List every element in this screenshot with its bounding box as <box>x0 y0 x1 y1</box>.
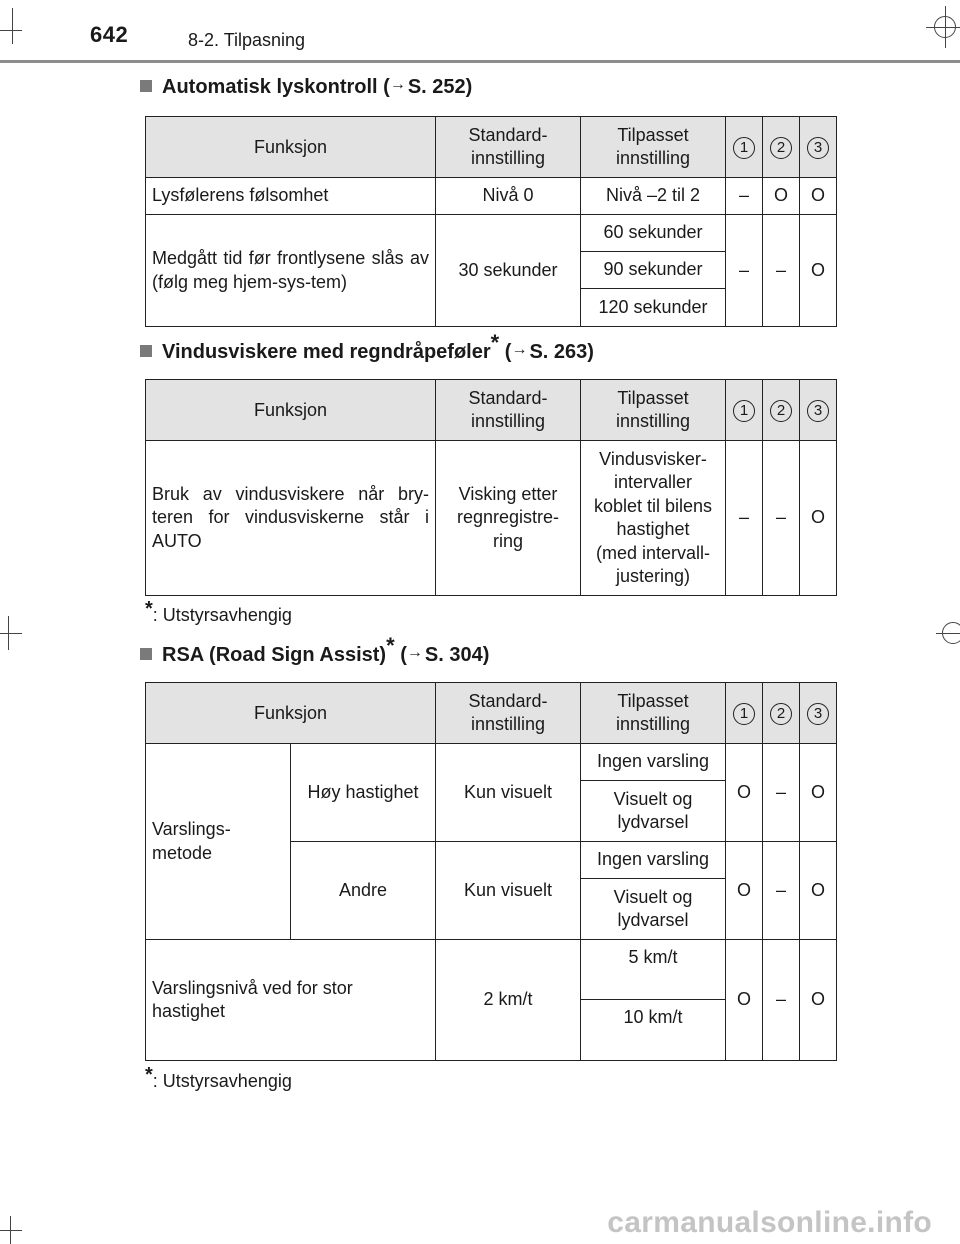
default-cell: 2 km/t <box>436 940 581 1061</box>
crop-mark <box>10 1216 11 1244</box>
header-rule <box>0 60 960 63</box>
default-cell: Kun visuelt <box>436 744 581 842</box>
footnote <box>145 598 292 627</box>
option-2-cell: – <box>763 940 800 1061</box>
column-header-default: Standard- innstilling <box>436 683 581 744</box>
section-heading-wipers <box>140 330 594 364</box>
section-title: 8-2. Tilpasning <box>188 30 306 50</box>
circled-number-1-icon: 1 <box>733 703 755 725</box>
crop-mark <box>8 616 9 650</box>
crop-mark <box>12 8 13 44</box>
custom-cell: Visuelt og lydvarsel <box>581 879 726 940</box>
heading-text: Vindusviskere med regndråpeføler <box>162 341 491 363</box>
option-3-cell: O <box>800 178 837 215</box>
option-3-cell: O <box>800 744 837 842</box>
circled-number-1-icon: 1 <box>733 137 755 159</box>
settings-table-lights <box>145 116 837 327</box>
heading-text: Automatisk lyskontroll ( <box>162 76 390 98</box>
function-cell: Medgått tid før frontlysene slås av (følg meg hjem-sys-tem) <box>146 215 436 327</box>
crop-mark <box>936 633 960 634</box>
function-cell: Varslings- metode <box>146 744 291 940</box>
circled-number-2-icon: 2 <box>770 137 792 159</box>
circled-number-1-icon: 1 <box>733 400 755 422</box>
column-header-3 <box>800 380 837 441</box>
footnote-text: : Utstyrsavhengig <box>152 605 292 625</box>
column-header-default: Standard- innstilling <box>436 380 581 441</box>
column-header-1 <box>726 380 763 441</box>
option-1-cell: – <box>726 178 763 215</box>
option-3-cell: O <box>800 441 837 596</box>
function-cell: Bruk av vindusviskere når bry-teren for vindusviskerne står i AUTO <box>146 441 436 596</box>
option-1-cell: – <box>726 441 763 596</box>
column-header-custom: Tilpasset innstilling <box>581 683 726 744</box>
column-header-2 <box>763 380 800 441</box>
default-cell: Nivå 0 <box>436 178 581 215</box>
custom-cell: 10 km/t <box>581 1000 726 1061</box>
option-2-cell: – <box>763 744 800 842</box>
option-1-cell: O <box>726 940 763 1061</box>
footnote-star: * <box>145 598 153 620</box>
settings-table-rsa <box>145 682 837 1061</box>
crop-mark <box>0 1230 22 1231</box>
option-2-cell: – <box>763 842 800 940</box>
column-header-3 <box>800 117 837 178</box>
custom-cell: 90 sekunder <box>581 252 726 289</box>
page-number: 642 <box>90 22 129 47</box>
default-cell: 30 sekunder <box>436 215 581 327</box>
circled-number-3-icon: 3 <box>807 703 829 725</box>
page-reference: S. 304) <box>424 644 490 666</box>
heading-bullet-icon <box>140 648 152 660</box>
heading-bullet-icon <box>140 345 152 357</box>
circled-number-3-icon: 3 <box>807 137 829 159</box>
crop-mark <box>926 27 960 28</box>
column-header-custom: Tilpasset innstilling <box>581 117 726 178</box>
column-header-function: Funksjon <box>146 683 436 744</box>
option-3-cell: O <box>800 215 837 327</box>
custom-cell: Ingen varsling <box>581 744 726 781</box>
option-2-cell: O <box>763 178 800 215</box>
option-1-cell: O <box>726 744 763 842</box>
custom-cell: 120 sekunder <box>581 289 726 327</box>
arrow-right-icon: → <box>389 76 406 93</box>
column-header-custom: Tilpasset innstilling <box>581 380 726 441</box>
circled-number-2-icon: 2 <box>770 703 792 725</box>
section-heading-lights <box>140 76 472 99</box>
column-header-1 <box>726 683 763 744</box>
arrow-right-icon: → <box>406 644 423 661</box>
table-row <box>146 178 837 215</box>
heading-text: RSA (Road Sign Assist) <box>162 644 387 666</box>
footnote-star: * <box>490 330 500 355</box>
column-header-function: Funksjon <box>146 117 436 178</box>
column-header-2 <box>763 683 800 744</box>
custom-cell: Ingen varsling <box>581 842 726 879</box>
watermark: carmanualsonline.info <box>607 1206 932 1239</box>
column-header-2 <box>763 117 800 178</box>
table-row <box>146 441 837 596</box>
function-cell: Varslingsnivå ved for stor hastighet <box>146 940 436 1061</box>
arrow-right-icon: → <box>511 341 528 358</box>
speed-category-cell: Andre <box>291 842 436 940</box>
heading-paren: ( <box>394 644 407 666</box>
option-1-cell: – <box>726 215 763 327</box>
column-header-3 <box>800 683 837 744</box>
crop-mark <box>945 6 946 48</box>
custom-cell: Visuelt og lydvarsel <box>581 781 726 842</box>
section-heading-rsa <box>140 633 490 667</box>
custom-cell: 60 sekunder <box>581 215 726 252</box>
column-header-default: Standard- innstilling <box>436 117 581 178</box>
page-reference: S. 263) <box>529 341 594 363</box>
custom-cell: 5 km/t <box>581 940 726 1000</box>
column-header-1 <box>726 117 763 178</box>
footnote-star: * <box>145 1064 153 1086</box>
option-2-cell: – <box>763 215 800 327</box>
circled-number-2-icon: 2 <box>770 400 792 422</box>
heading-paren: ( <box>499 341 512 363</box>
footnote <box>145 1064 292 1093</box>
option-3-cell: O <box>800 940 837 1061</box>
footnote-star: * <box>386 633 395 658</box>
circled-number-3-icon: 3 <box>807 400 829 422</box>
custom-cell: Vindusvisker- intervaller koblet til bilens hastighet (med intervall- justering) <box>581 441 726 596</box>
column-header-function: Funksjon <box>146 380 436 441</box>
default-cell: Visking etter regnregistre- ring <box>436 441 581 596</box>
option-3-cell: O <box>800 842 837 940</box>
table-row <box>146 744 837 781</box>
option-2-cell: – <box>763 441 800 596</box>
heading-bullet-icon <box>140 80 152 92</box>
option-1-cell: O <box>726 842 763 940</box>
footnote-text: : Utstyrsavhengig <box>152 1071 292 1091</box>
function-cell: Lysfølerens følsomhet <box>146 178 436 215</box>
speed-category-cell: Høy hastighet <box>291 744 436 842</box>
default-cell: Kun visuelt <box>436 842 581 940</box>
crop-mark <box>0 30 22 31</box>
custom-cell: Nivå –2 til 2 <box>581 178 726 215</box>
settings-table-wipers <box>145 379 837 596</box>
table-row <box>146 215 837 252</box>
table-row <box>146 940 837 1000</box>
crop-mark <box>0 633 22 634</box>
page-reference: S. 252) <box>407 76 473 98</box>
